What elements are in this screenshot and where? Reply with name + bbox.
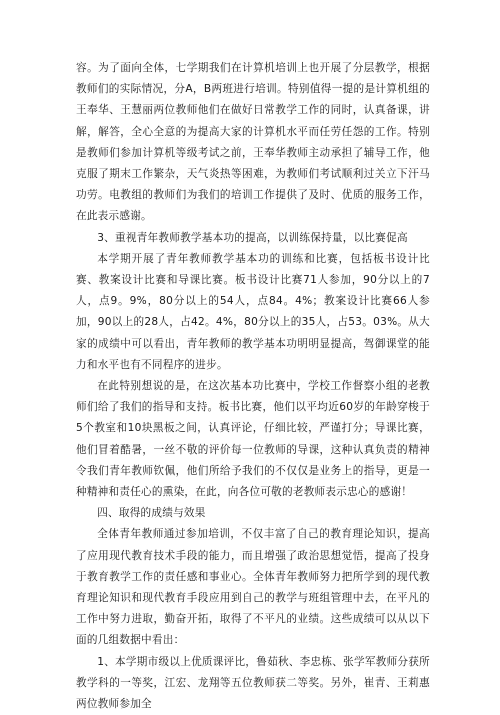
section-heading-achievements: 四、取得的成绩与效果 <box>97 507 206 520</box>
document-body <box>76 58 430 715</box>
paragraph-award-list: 1、本学期市级以上优质课评比，鲁茹秋、李忠栋、张学军教师分获所教学科的一等奖，江宏、龙翔等五位教师获二等奖。另外，崔青、王莉惠两位教师参加全 <box>76 655 430 711</box>
paragraph-training-effects: 全体青年教师通过参加培训，不仅丰富了自己的教育理论知识，提高了应用现代教育技术手段的能力，而且增强了政治思想觉悟，提高了投身于教育教学工作的责任感和事业心。全体青年教师努力把所学到的现代教育理论知识和现代教育手段应用到自己的教学与班组管理中去，在平凡的工作中努力进取，勤奋开拓，取得了不平凡的业绩。这些成绩可以从以下面的几组数据中看出： <box>76 528 430 647</box>
paragraph-continuation: 容。为了面向全体，七学期我们在计算机培训上也开展了分层教学，根据教师们的实际情况，分A，B两班进行培训。特别值得一提的是计算机组的王奉华、王慧丽两位教师他们在做好日常教学工作的同时，认真备课，讲解，解答，全心全意的为提高大家的计算机水平而任劳任怨的工作。特别是教师们参加计算机等级考试之前，王奉华教师主动承担了辅导工作，他克服了期末工作繁杂，天气炎热等困难，为教师们考试顺利过关立下汗马功劳。电教组的教师们为我们的培训工作提供了及时、优质的服务工作，在此表示感谢。 <box>76 62 430 223</box>
paragraph-thanks-senior-teachers: 在此特别想说的是，在这次基本功比赛中，学校工作督察小组的老教师们给了我们的指导和支持。板书比赛，他们以平均近60岁的年龄穿梭于5个教室和10块黑板之间，认真评论，仔细比较，严谨打分；导课比赛，他们冒着酷暑，一丝不敬的评价每一位教师的导课，这种认真负责的精神令我们青年教师钦佩，他们所给予我们的不仅仅是业务上的指导，更是一种精神和责任心的熏染，在此，向各位可敬的老教师表示忠心的感谢！ <box>76 380 430 499</box>
section-heading-young-teacher-skills: 3、重视青年教师教学基本功的提高，以训练保持量，以比赛促高 <box>97 231 408 244</box>
paragraph-competition-results: 本学期开展了青年教师教学基本功的训练和比赛，包括板书设计比赛、教案设计比赛和导课比赛。板书设计比赛71人参加，90分以上的7人，点9。9%，80分以上的54人，点84。4%；教案设计比赛66人参加，90以上的28人，占42。4%，80分以上的35人，占53。03%。从大家的成绩中可以看出，青年教师的教学基本功明明显提高，驾御课堂的能力和水平也有不同程序的进步。 <box>76 252 430 371</box>
